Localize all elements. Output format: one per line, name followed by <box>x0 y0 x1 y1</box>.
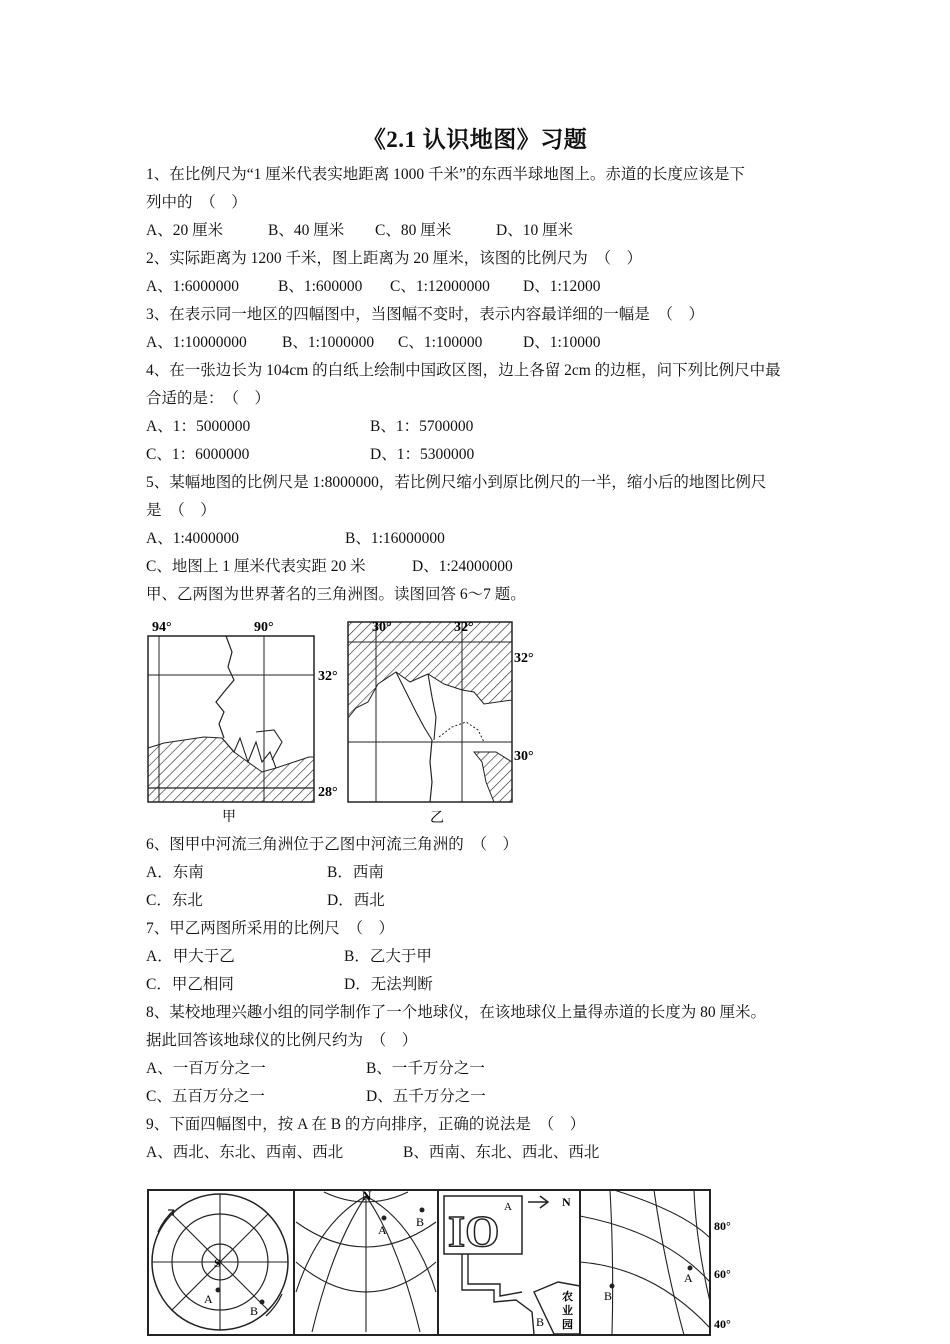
q3-option-d: D、1:10000 <box>523 334 601 351</box>
q8-option-d: D、五千万分之一 <box>366 1088 486 1105</box>
q5-option-a: A、1:4000000 <box>146 530 240 547</box>
pole-label: S <box>214 1256 221 1270</box>
q5-option-c: C、地图上 1 厘米代表实距 20 米 <box>146 558 366 575</box>
q2-line1: 2、实际距离为 1200 千米，图上距离为 20 厘米，该图的比例尺为 （ ） <box>146 250 643 267</box>
panel1-point-b: B <box>250 1304 259 1318</box>
yi-lon-left: 30° <box>372 620 392 635</box>
panel2-north-label: N <box>362 1188 372 1203</box>
q8-line2: 据此回答该地球仪的比例尺约为 （ ） <box>146 1032 418 1049</box>
direction-panel-4 <box>580 1190 731 1335</box>
q7-option-c: C．甲乙相同 <box>146 976 234 993</box>
farm-label-1: 农 <box>562 1291 573 1303</box>
yi-caption: 乙 <box>430 811 444 826</box>
jia-lat-bottom: 28° <box>318 785 338 800</box>
lat-label-40: 40° <box>714 1317 731 1331</box>
delta-maps-figure <box>144 612 544 827</box>
q7-option-b: B．乙大于甲 <box>344 948 432 965</box>
q9-line1: 9、下面四幅图中，按 A 在 B 的方向排序，正确的说法是 （ ） <box>146 1116 586 1133</box>
q1-line2: 列中的 （ ） <box>146 194 247 211</box>
q5-option-b: B、1:16000000 <box>345 530 445 547</box>
lat-label-80: 80° <box>714 1219 731 1233</box>
panel4-point-b: B <box>604 1289 613 1303</box>
q6-option-c: C．东北 <box>146 892 203 909</box>
q8-option-b: B、一千万分之一 <box>366 1060 485 1077</box>
q4-line2: 合适的是： （ ） <box>146 390 271 407</box>
q1-option-b: B、40 厘米 <box>268 222 345 239</box>
q3-option-b: B、1:1000000 <box>282 334 375 351</box>
q3-option-c: C、1:100000 <box>398 334 483 351</box>
map-yi <box>348 620 534 826</box>
panel4-point-a: A <box>684 1271 693 1285</box>
q5-line1: 5、某幅地图的比例尺是 1:8000000，若比例尺缩小到原比例尺的一半，缩小后的地图比例尺 <box>146 474 767 491</box>
q6-option-d: D．西北 <box>327 892 385 909</box>
q7-option-a: A．甲大于乙 <box>146 948 235 965</box>
q4-option-b: B、1：5700000 <box>370 418 474 435</box>
q2-option-d: D、1:12000 <box>523 278 601 295</box>
q5-line2: 是 （ ） <box>146 502 216 519</box>
q7-line1: 7、甲乙两图所采用的比例尺 （ ） <box>146 920 395 937</box>
q4-option-a: A、1：5000000 <box>146 418 251 435</box>
panel3-north-label: N <box>562 1195 571 1209</box>
panel3-point-b: B <box>536 1315 545 1329</box>
direction-maps-figure <box>144 1182 744 1342</box>
q1-option-a: A、20 厘米 <box>146 222 224 239</box>
jia-caption: 甲 <box>222 810 236 825</box>
q1-line1: 1、在比例尺为“1 厘米代表实地距离 1000 千米”的东西半球地图上。赤道的长度应该是下 <box>146 166 745 183</box>
lat-label-60: 60° <box>714 1267 731 1281</box>
q9-option-a: A、西北、东北、西南、西北 <box>146 1144 344 1161</box>
q4-option-d: D、1：5300000 <box>370 446 475 463</box>
q4-option-c: C、1：6000000 <box>146 446 250 463</box>
q6-option-b: B．西南 <box>327 864 384 881</box>
map-jia <box>148 620 338 825</box>
jia-lon-left: 94° <box>152 620 172 635</box>
q1-option-d: D、10 厘米 <box>496 222 574 239</box>
q7-option-d: D．无法判断 <box>344 976 433 993</box>
panel3-point-a: A <box>504 1201 512 1213</box>
q2-option-c: C、1:12000000 <box>390 278 490 295</box>
q8-line1: 8、某校地理兴趣小组的同学制作了一个地球仪，在该地球仪上量得赤道的长度为 80 厘米。 <box>146 1004 767 1021</box>
q2-option-b: B、1:600000 <box>278 278 363 295</box>
panel2-point-a: A <box>378 1223 387 1237</box>
intro-6-7: 甲、乙两图为世界著名的三角洲图。读图回答 6～7 题。 <box>146 586 526 603</box>
q9-option-b: B、西南、东北、西北、西北 <box>403 1144 600 1161</box>
q3-option-a: A、1:10000000 <box>146 334 247 351</box>
yi-lon-right: 32° <box>454 620 474 635</box>
farm-label-2: 业 <box>562 1305 573 1317</box>
jia-lat-top: 32° <box>318 669 338 684</box>
panel1-point-a: A <box>204 1292 213 1306</box>
q6-line1: 6、图甲中河流三角洲位于乙图中河流三角洲的 （ ） <box>146 836 519 853</box>
panel2-point-b: B <box>416 1215 425 1229</box>
q3-line1: 3、在表示同一地区的四幅图中，当图幅不变时，表示内容最详细的一幅是 （ ） <box>146 306 705 323</box>
yi-lat-top: 32° <box>514 651 534 666</box>
direction-panel-1 <box>148 1190 294 1335</box>
q5-option-d: D、1:24000000 <box>412 558 513 575</box>
farm-label-3: 园 <box>562 1319 573 1331</box>
q2-option-a: A、1:6000000 <box>146 278 240 295</box>
building-label: IO <box>448 1207 500 1256</box>
q4-line1: 4、在一张边长为 104cm 的白纸上绘制中国政区图，边上各留 2cm 的边框，问下列比例尺中最 <box>146 362 781 379</box>
q8-option-a: A、一百万分之一 <box>146 1060 266 1077</box>
q8-option-c: C、五百万分之一 <box>146 1088 265 1105</box>
direction-panel-2 <box>294 1188 438 1335</box>
yi-lat-bottom: 30° <box>514 749 534 764</box>
jia-lon-right: 90° <box>254 620 274 635</box>
page-title: 《2.1 认识地图》习题 <box>362 127 588 152</box>
q1-option-c: C、80 厘米 <box>375 222 452 239</box>
q6-option-a: A．东南 <box>146 864 204 881</box>
direction-panel-3 <box>438 1190 580 1335</box>
